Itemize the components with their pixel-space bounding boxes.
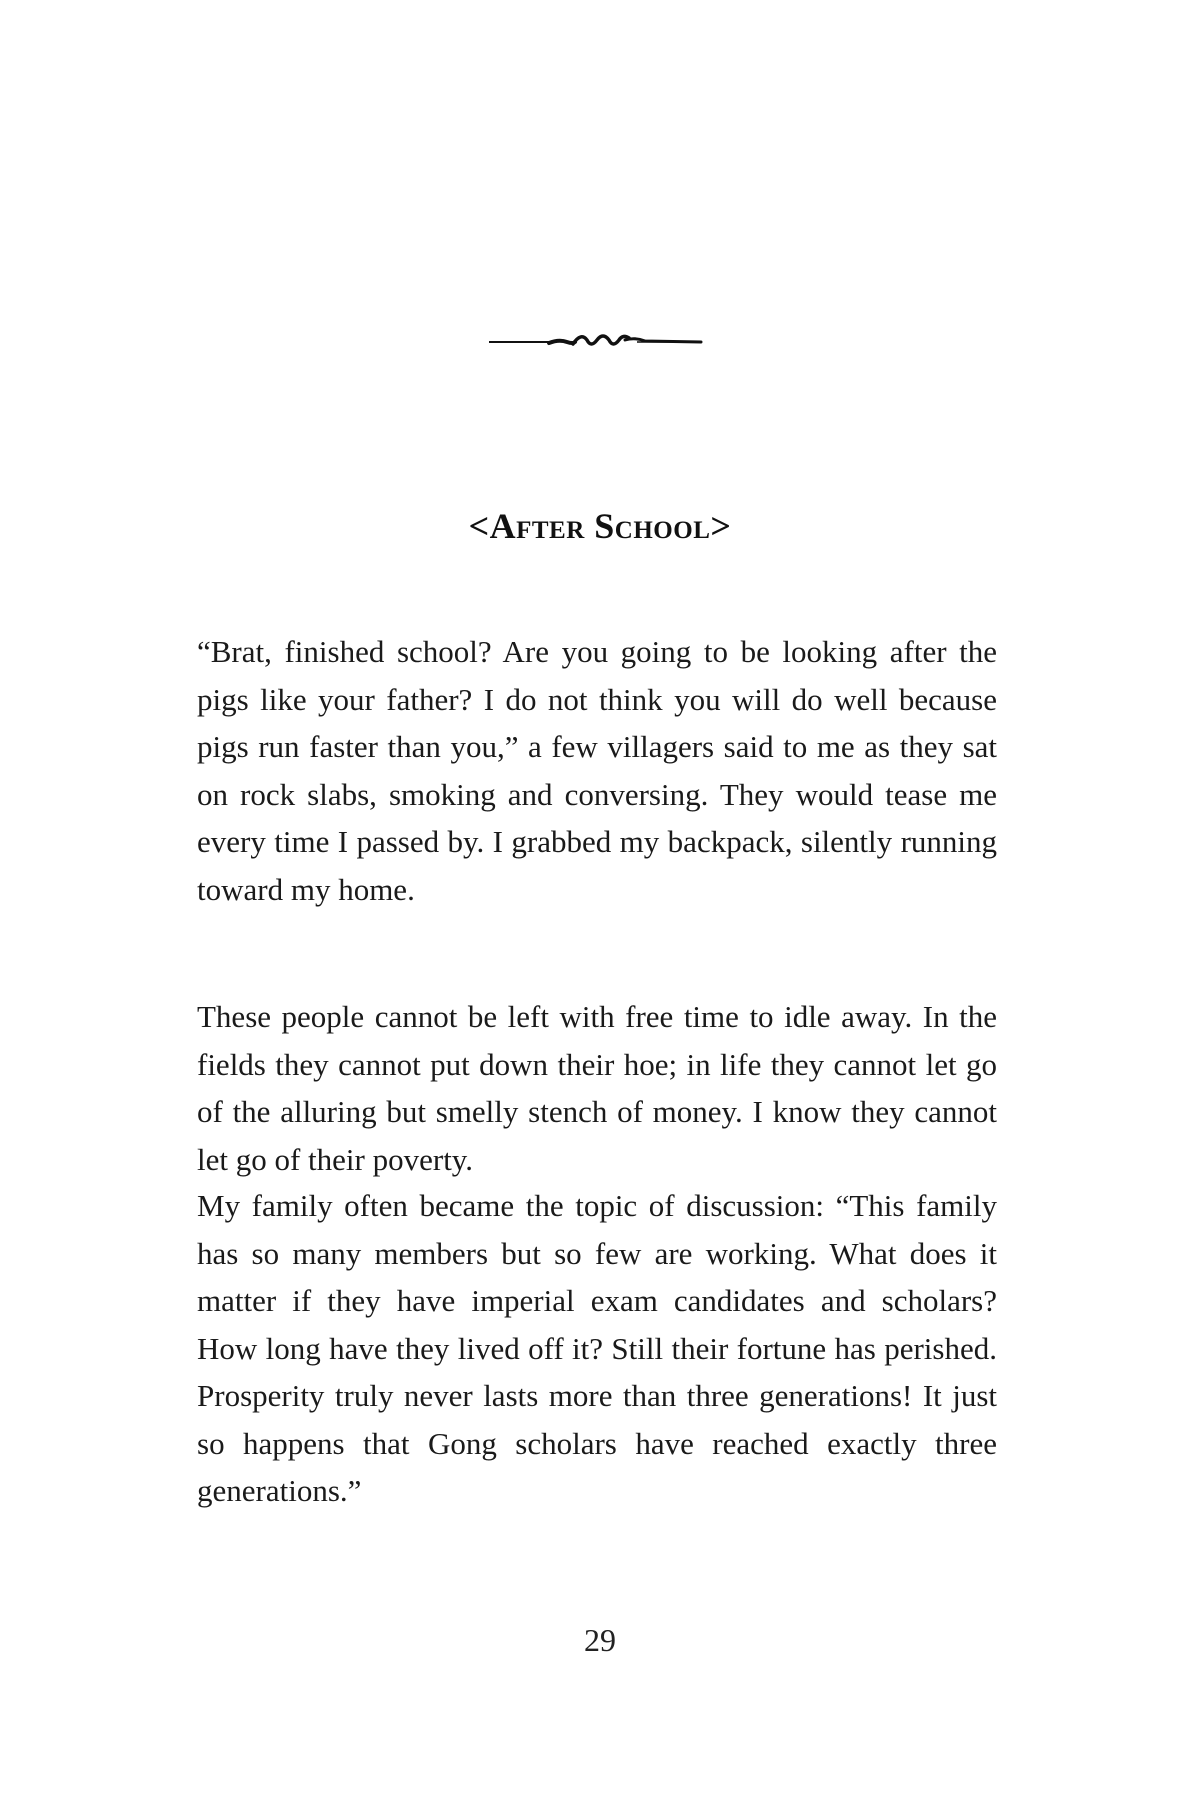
page-number: 29	[584, 1622, 616, 1658]
paragraph: “Brat, finished school? Are you going to be looking after the pigs like your father? I do not think you will do well because pigs run faster than you,” a few villagers said to me as they sat on rock slabs, smoking and conversing. They would tease me every time I passed by. I grabbed my backpack, silently running toward my home.	[197, 634, 997, 907]
paragraph: My family often became the topic of discussion: “This family has so many members but so few are working. What does it matter if they have imperial exam candidates and scholars? How long have they lived off it? Still their fortune has perished. Prosperity truly never lasts more than three generations! It just so happens that Gong scholars have reached exactly three generations.”	[197, 1188, 997, 1508]
paragraph: These people cannot be left with free time to idle away. In the fields they cannot put down their hoe; in life they cannot let go of the alluring but smelly stench of money. I know they cannot let go of their poverty.	[197, 999, 997, 1177]
decorative-divider-icon	[487, 328, 703, 354]
chapter-title: <After School>	[468, 506, 732, 546]
